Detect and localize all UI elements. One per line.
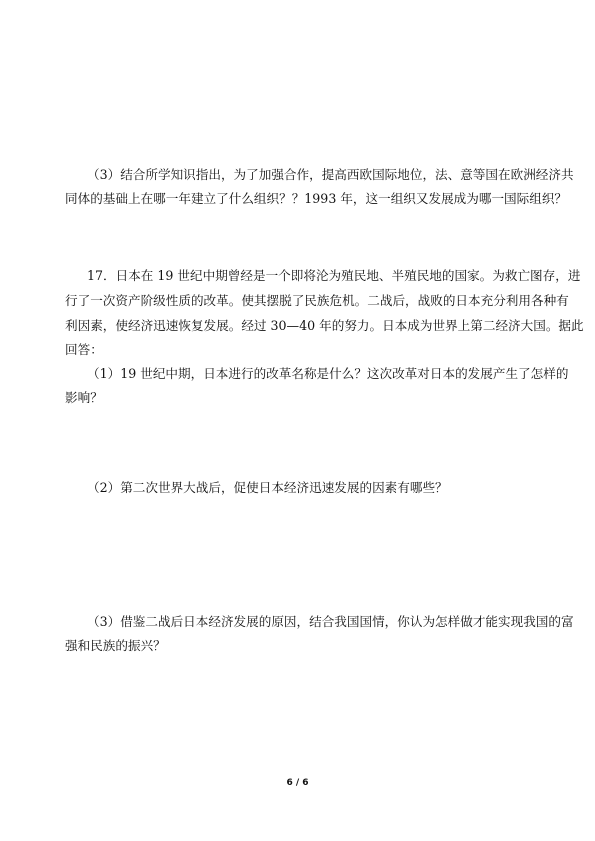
q17-part1-line2: 影响？ (65, 390, 103, 405)
q16-part3-line1: （3）结合所学知识指出，为了加强合作，提高西欧国际地位，法、意等国在欧洲经济共 (87, 167, 574, 182)
q17-stem-line2: 行了一次资产阶级性质的改革。使其摆脱了民族危机。二战后，战败的日本充分利用各种有 (65, 293, 569, 308)
q17-part3-line2: 强和民族的振兴？ (65, 638, 166, 653)
q17-part2: （2）第二次世界大战后，促使日本经济迅速发展的因素有哪些？ (87, 480, 448, 495)
q17-part3-line1: （3）借鉴二战后日本经济发展的原因，结合我国国情，你认为怎样做才能实现我国的富 (87, 614, 574, 629)
page-number: 6 / 6 (286, 778, 309, 788)
q17-stem-line1: 17．日本在 19 世纪中期曾经是一个即将沦为殖民地、半殖民地的国家。为救亡图存，进 (87, 268, 581, 283)
q17-part1-line1: （1）19 世纪中期，日本进行的改革名称是什么？这次改革对日本的发展产生了怎样的 (87, 366, 569, 381)
q17-stem-line3: 利因素，使经济迅速恢复发展。经过 30—40 年的努力。日本成为世界上第二经济大国。据此 (65, 318, 584, 333)
q16-part3-line2: 同体的基础上在哪一年建立了什么组织？？1993 年，这一组织又发展成为哪一国际组织？ (65, 191, 568, 206)
q17-stem-line4: 回答： (65, 342, 103, 357)
